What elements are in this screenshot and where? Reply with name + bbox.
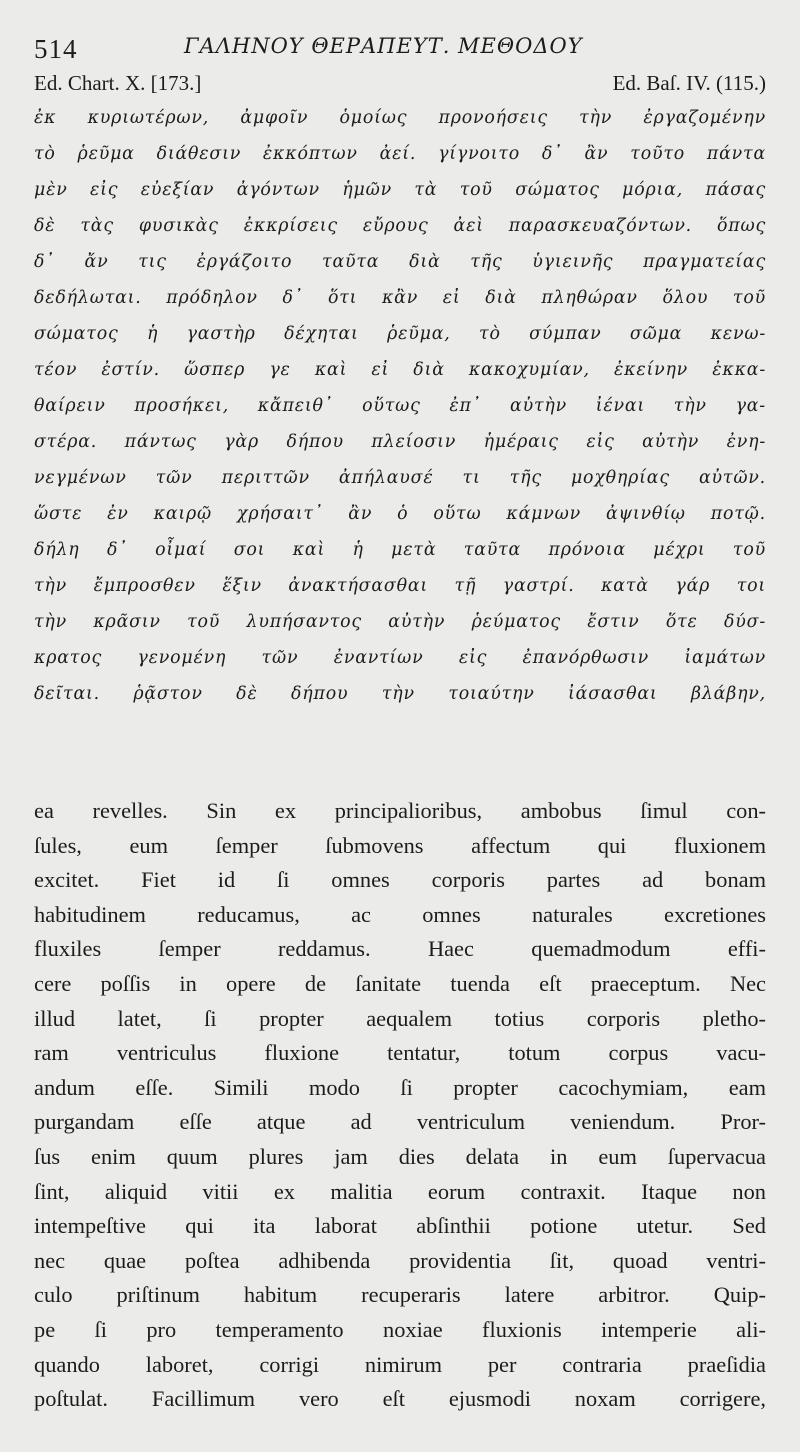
latin-line: cere poſſis in opere de ſanitate tuenda eſt praeceptum. Nec [34, 970, 766, 996]
latin-line: ea revelles. Sin ex principalioribus, ambobus ſimul con- [34, 798, 766, 823]
latin-line: nec quae poſtea adhibenda providentia ſit, quoad ventri- [34, 1247, 766, 1273]
greek-line: τὴν κρᾶσιν τοῦ λυπήσαντος αὐτὴν ῥεύματος ἔστιν ὅτε δύσ- [34, 612, 766, 632]
latin-line: purgandam eſſe atque ad ventriculum veniendum. Pror- [34, 1109, 766, 1135]
greek-line: δεδήλωται. πρόδηλον δ᾽ ὅτι κἂν εἰ διὰ πληθώραν ὅλου τοῦ [34, 288, 766, 308]
edition-references [34, 66, 766, 100]
edition-chartier: Ed. Chart. X. [173.] [34, 71, 202, 95]
greek-line: δήλη δ᾽ οἶμαί σοι καὶ ἡ μετὰ ταῦτα πρόνοια μέχρι τοῦ [34, 540, 766, 560]
greek-line: τέον ἐστίν. ὥσπερ γε καὶ εἰ διὰ κακοχυμίαν, ἐκείνην ἐκκα- [34, 360, 766, 380]
latin-line: quando laboret, corrigi nimirum per contraria praeſidia [34, 1351, 766, 1377]
greek-text-block [34, 100, 766, 712]
latin-line: culo priſtinum habitum recuperaris latere arbitror. Quip- [34, 1282, 766, 1308]
greek-line: σώματος ἡ γαστὴρ δέχηται ῥεῦμα, τὸ σύμπαν σῶμα κενω- [34, 324, 766, 344]
greek-line: δὲ τὰς φυσικὰς ἐκκρίσεις εὔρους ἀεὶ παρασκευαζόντων. ὅπως [34, 216, 766, 236]
running-title: ΓΑΛΗΝΟΥ ΘΕΡΑΠΕΥΤ. ΜΕΘΟΔΟΥ [184, 34, 583, 58]
greek-line: τὸ ῥεῦμα διάθεσιν ἐκκόπτων ἀεί. γίγνοιτο δ᾽ ἂν τοῦτο πάντα [34, 144, 766, 164]
latin-line: fluxiles ſemper reddamus. Haec quemadmodum effi- [34, 936, 766, 962]
greek-line: ἐκ κυριωτέρων, ἀμφοῖν ὁμοίως προνοήσεις τὴν ἐργαζομένην [34, 108, 766, 128]
latin-line: poſtulat. Facillimum vero eſt ejusmodi noxam corrigere, [34, 1386, 766, 1412]
greek-line: κρατος γενομένη τῶν ἐναντίων εἰς ἐπανόρθωσιν ἰαμάτων [34, 648, 766, 668]
latin-text-block [34, 794, 766, 1417]
latin-line: andum eſſe. Simili modo ſi propter cacochymiam, eam [34, 1074, 766, 1100]
latin-line: ſint, aliquid vitii ex malitia eorum contraxit. Itaque non [34, 1178, 766, 1204]
latin-line: ram ventriculus fluxione tentatur, totum corpus vacu- [34, 1040, 766, 1066]
latin-line: ſules, eum ſemper ſubmovens affectum qui fluxionem [34, 832, 766, 858]
greek-line: μὲν εἰς εὐεξίαν ἀγόντων ἡμῶν τὰ τοῦ σώματος μόρια, πάσας [34, 180, 766, 200]
greek-line: τὴν ἔμπροσθεν ἕξιν ἀνακτήσασθαι τῇ γαστρί. κατὰ γάρ τοι [34, 576, 766, 596]
latin-line: intempeſtive qui ita laborat abſinthii potione utetur. Sed [34, 1213, 766, 1239]
latin-line: habitudinem reducamus, ac omnes naturales excretiones [34, 901, 766, 927]
greek-line: ὥστε ἐν καιρῷ χρήσαιτ᾽ ἂν ὁ οὕτω κάμνων ἀψινθίῳ ποτῷ. [34, 504, 766, 524]
greek-line: στέρα. πάντως γὰρ δήπου πλείοσιν ἡμέραις εἰς αὐτὴν ἐνη- [34, 432, 766, 452]
latin-line: pe ſi pro temperamento noxiae fluxionis intemperie ali- [34, 1316, 766, 1342]
latin-line: ſus enim quum plures jam dies delata in eum ſupervacua [34, 1143, 766, 1169]
running-head [34, 24, 766, 66]
greek-line: θαίρειν προσήκει, κἄπειθ᾽ οὕτως ἐπ᾽ αὐτὴν ἰέναι τὴν γα- [34, 396, 766, 416]
greek-line: δεῖται. ῥᾷστον δὲ δήπου τὴν τοιαύτην ἰάσασθαι βλάβην, [34, 684, 766, 704]
greek-line: δ᾽ ἄν τις ἐργάζοιτο ταῦτα διὰ τῆς ὑγιεινῆς πραγματείας [34, 252, 766, 272]
page-number: 514 [34, 34, 78, 64]
latin-line: illud latet, ſi propter aequalem totius corporis pletho- [34, 1005, 766, 1031]
edition-basel: Ed. Baſ. IV. (115.) [612, 71, 766, 95]
latin-line: excitet. Fiet id ſi omnes corporis partes ad bonam [34, 867, 766, 893]
greek-line: νεγμένων τῶν περιττῶν ἀπήλαυσέ τι τῆς μοχθηρίας αὐτῶν. [34, 468, 766, 488]
